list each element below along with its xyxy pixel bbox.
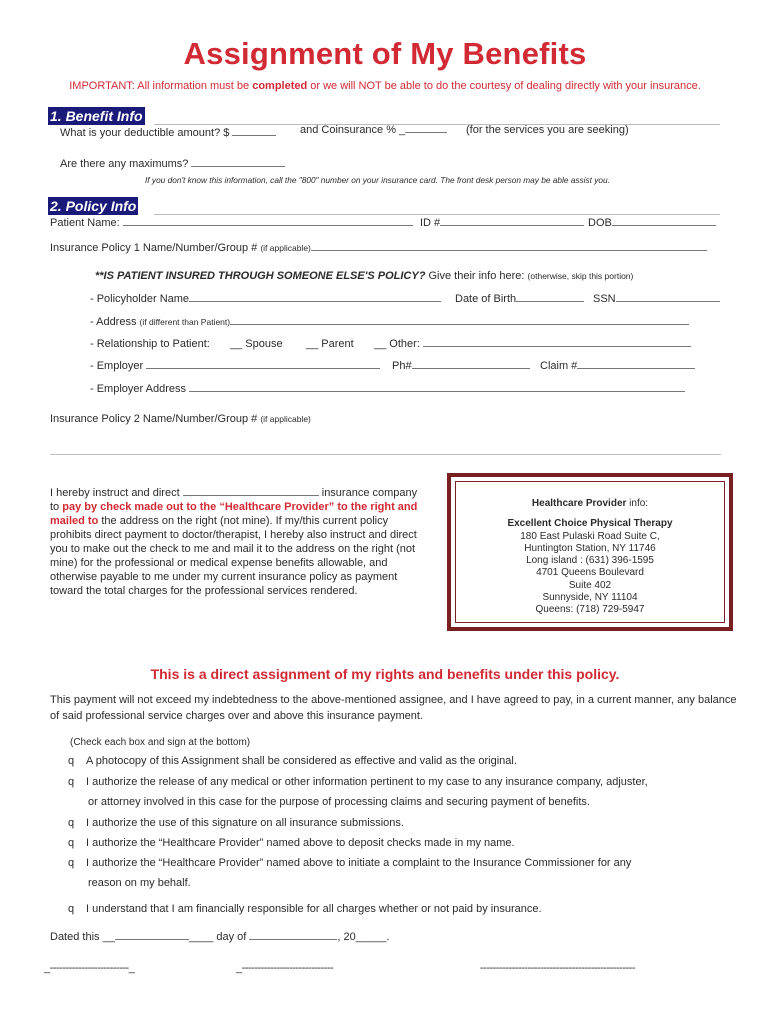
section-heading-benefit-info: 1. Benefit Info: [50, 108, 143, 124]
signature-line-2[interactable]: _-----------------------------: [236, 962, 334, 974]
dob-label: DOB: [588, 217, 612, 229]
important-bold: completed: [252, 80, 308, 92]
give-info-text: Give their info here:: [425, 270, 525, 282]
coinsurance-field[interactable]: [300, 124, 447, 136]
patient-name-blank[interactable]: [123, 225, 413, 226]
dated-label: Dated this: [50, 931, 100, 943]
important-notice: [0, 80, 770, 92]
relationship-other-field[interactable]: [374, 338, 691, 350]
relationship-label: - Relationship to Patient:: [90, 338, 210, 350]
provider-info-inner: [455, 481, 725, 623]
checklist-item-2: I authorize the release of any medical or other information pertinent to my case to any insurance company, adjuster,: [86, 776, 648, 788]
ssn-label: SSN: [593, 293, 616, 305]
insurance-company-blank[interactable]: [183, 495, 319, 496]
payment-text: This payment will not exceed my indebtedness to the above-mentioned assignee, and I have agreed to pay, in a current manner, any balance of said professional service charges over and above this insurance payment.: [50, 694, 737, 722]
provider-address-2: Huntington Station, NY 11746: [524, 542, 656, 554]
relationship-spouse-option[interactable]: __ Spouse: [230, 338, 283, 350]
instruction-paragraph: [50, 486, 432, 598]
checkbox-6[interactable]: q: [68, 903, 75, 915]
policy2-blank[interactable]: [50, 454, 721, 455]
dob-blank[interactable]: [612, 225, 716, 226]
employer-address-blank[interactable]: [189, 391, 685, 392]
checkbox-2[interactable]: q: [68, 776, 75, 788]
phone-label: Ph#: [392, 360, 412, 372]
section-heading-policy-info: 2. Policy Info: [50, 198, 137, 214]
important-suffix: or we will NOT be able to do the courtesy of dealing directly with your insurance.: [307, 80, 701, 92]
address-label: - Address: [90, 316, 137, 328]
checklist-item-6: I understand that I am financially responsible for all charges whether or not paid by insurance.: [86, 903, 542, 915]
instruct-line1b: insurance company: [318, 487, 418, 499]
policy2-field[interactable]: [50, 413, 311, 425]
checklist-item-1: A photocopy of this Assignment shall be considered as effective and valid as the original.: [86, 755, 517, 767]
deductible-field[interactable]: [60, 127, 276, 139]
dated-line[interactable]: [50, 931, 389, 943]
check-note: (Check each box and sign at the bottom): [70, 737, 251, 748]
employer-field[interactable]: [90, 360, 380, 372]
policyholder-field[interactable]: [90, 293, 441, 305]
deductible-label: What is your deductible amount? $: [60, 127, 230, 139]
instruct-red1: pay by check made out to the “Healthcare Provider” to the right and: [62, 501, 418, 513]
page-title: Assignment of My Benefits: [183, 36, 587, 71]
phone-field[interactable]: [392, 360, 530, 372]
relationship-other-option: __ Other:: [374, 338, 420, 350]
signature-line-3[interactable]: -------------------------------------------------: [480, 962, 635, 974]
maximums-field[interactable]: [60, 158, 285, 170]
if-different-note: (if different than Patient): [139, 317, 231, 327]
dated-blank-1[interactable]: __: [102, 931, 115, 943]
checklist-item-5: I authorize the “Healthcare Provider” named above to initiate a complaint to the Insurance Commissioner for any: [86, 857, 632, 869]
checklist-item-2-cont: or attorney involved in this case for the purpose of processing claims and securing payment of benefits.: [88, 796, 590, 808]
ssn-field[interactable]: [593, 293, 720, 305]
year-prefix: , 20: [337, 931, 356, 943]
provider-phone-1: Long island : (631) 396-1595: [526, 555, 654, 567]
provider-name: Excellent Choice Physical Therapy: [507, 518, 673, 530]
date-of-birth-field[interactable]: [455, 293, 584, 305]
provider-phone-2: Queens: (718) 729-5947: [535, 604, 645, 616]
checkbox-4[interactable]: q: [68, 837, 75, 849]
policyholder-label: - Policyholder Name: [90, 293, 190, 305]
important-prefix: IMPORTANT: All information must be: [69, 80, 253, 92]
insured-question-text: **IS PATIENT INSURED THROUGH SOMEONE ELSE'S POLICY?: [95, 270, 426, 282]
claim-label: Claim #: [540, 360, 578, 372]
address-blank[interactable]: [230, 324, 689, 325]
phone-blank[interactable]: [412, 368, 530, 369]
patient-name-field[interactable]: [50, 217, 413, 229]
employer-address-label: - Employer Address: [90, 383, 186, 395]
instruct-to: to: [50, 501, 63, 513]
provider-header: [456, 498, 724, 510]
id-blank[interactable]: [440, 225, 584, 226]
dated-month-blank[interactable]: [249, 939, 337, 940]
insured-question: [95, 270, 633, 282]
if-applicable-note: (if applicable): [260, 414, 311, 424]
checkbox-1[interactable]: q: [68, 755, 75, 767]
policy2-label: Insurance Policy 2 Name/Number/Group #: [50, 413, 258, 425]
services-note: (for the services you are seeking): [466, 124, 629, 136]
direct-assignment-heading: This is a direct assignment of my rights and benefits under this policy.: [150, 666, 620, 682]
date-of-birth-blank[interactable]: [516, 301, 584, 302]
relationship-other-blank[interactable]: [423, 346, 691, 347]
address-field[interactable]: [90, 316, 689, 328]
signature-line-1[interactable]: _-------------------------_: [44, 962, 135, 974]
date-of-birth-label: Date of Birth: [455, 293, 517, 305]
policy1-label: Insurance Policy 1 Name/Number/Group #: [50, 242, 258, 254]
employer-label: - Employer: [90, 360, 144, 372]
dated-blank-2[interactable]: ____: [188, 931, 214, 943]
relationship-parent-option[interactable]: __ Parent: [306, 338, 354, 350]
checkbox-5[interactable]: q: [68, 857, 75, 869]
benefit-note: If you don't know this information, call the "800" number on your insurance card. The front desk person may be able assist you.: [145, 175, 610, 185]
provider-address-3: 4701 Queens Boulevard: [536, 567, 644, 579]
instruct-red2: mailed to: [50, 515, 99, 527]
day-of-label: day of: [216, 931, 247, 943]
checklist-item-5-cont: reason on my behalf.: [88, 877, 191, 889]
if-applicable-note: (if applicable): [260, 243, 311, 253]
provider-label: Healthcare Provider: [531, 498, 627, 509]
claim-field[interactable]: [540, 360, 695, 372]
checkbox-3[interactable]: q: [68, 817, 75, 829]
dated-day-blank[interactable]: [115, 939, 189, 940]
dated-year-blank[interactable]: _____.: [355, 931, 390, 943]
dob-field[interactable]: [588, 217, 716, 229]
checklist-item-4: I authorize the “Healthcare Provider” named above to deposit checks made in my name.: [86, 837, 515, 849]
employer-address-field[interactable]: [90, 383, 685, 395]
policyholder-blank[interactable]: [189, 301, 441, 302]
instruct-rest: the address on the right (not mine). If my/this current policy prohibits direct payment to doctor/therapist, I hereby also instruct and direct you to make out the check to me and mail it to the address on the right (not mine) for the professional or medical expense benefits allowable, and otherwise payable to me under my current insurance policy as payment toward the total charges for the professional services rendered.: [50, 515, 417, 597]
id-field[interactable]: [420, 217, 584, 229]
provider-address-1: 180 East Pulaski Road Suite C,: [520, 530, 660, 542]
checklist-item-3: I authorize the use of this signature on all insurance submissions.: [86, 817, 404, 829]
patient-name-label: Patient Name:: [50, 217, 120, 229]
provider-address-4: Suite 402: [568, 579, 612, 591]
policy1-blank[interactable]: [311, 250, 707, 251]
employer-blank[interactable]: [146, 368, 380, 369]
divider: [154, 214, 720, 215]
maximums-label: Are there any maximums?: [60, 158, 189, 170]
provider-address-5: Sunnyside, NY 11104: [542, 592, 638, 604]
coinsurance-blank[interactable]: [405, 132, 447, 133]
claim-blank[interactable]: [577, 368, 695, 369]
provider-info-box: [447, 473, 733, 631]
skip-note: (otherwise, skip this portion): [527, 271, 634, 281]
maximums-blank[interactable]: [191, 166, 285, 167]
id-label: ID #: [420, 217, 441, 229]
policy1-field[interactable]: [50, 242, 707, 254]
provider-label-suffix: info:: [626, 498, 649, 509]
ssn-blank[interactable]: [616, 301, 720, 302]
deductible-blank[interactable]: [232, 135, 276, 136]
coinsurance-label: and Coinsurance % _: [300, 124, 406, 136]
instruct-line1a: I hereby instruct and direct: [50, 487, 183, 499]
